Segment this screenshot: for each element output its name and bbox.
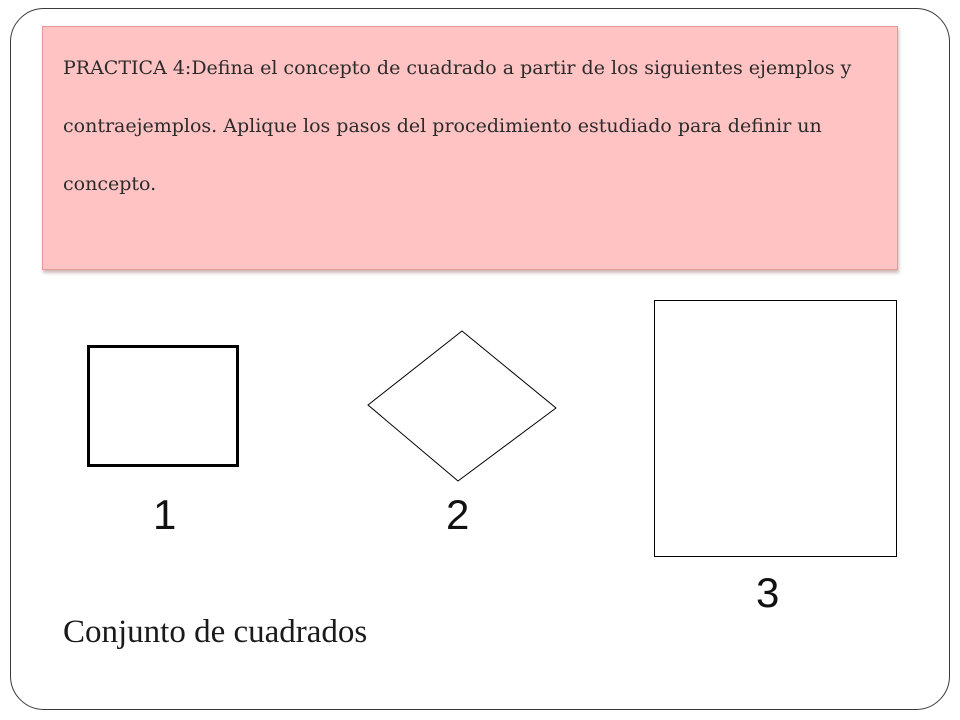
figure-1-label: 1 — [153, 491, 177, 538]
set-caption: Conjunto de cuadrados — [63, 614, 368, 650]
figure-2-rhombus — [366, 329, 558, 483]
figure-1-rectangle — [87, 345, 239, 467]
figure-2-label: 2 — [446, 491, 470, 538]
instructions-box — [42, 26, 898, 270]
instructions-text: PRACTICA 4:Defina el concepto de cuadrado a partir de los siguientes ejemplos y contraejemplos. Aplique los pasos del procedimiento estudiado para definir un concepto. — [63, 57, 852, 195]
figure-3-label: 3 — [756, 569, 780, 616]
figure-3-rectangle — [654, 300, 897, 557]
